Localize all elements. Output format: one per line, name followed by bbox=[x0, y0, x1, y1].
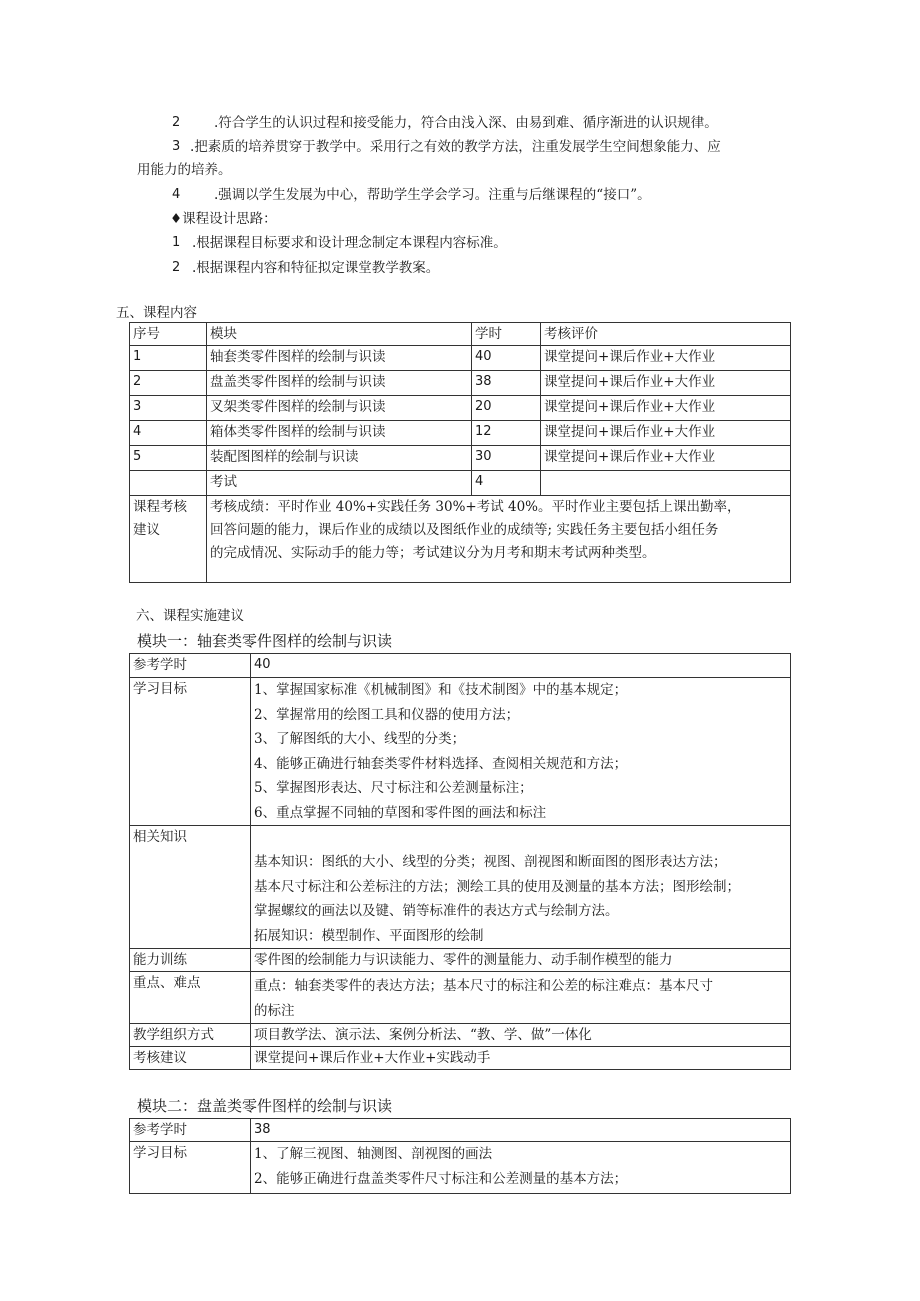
org-label: 教学组织方式 bbox=[130, 1024, 251, 1047]
knowledge-label: 相关知识 bbox=[130, 826, 251, 949]
suggestion-text bbox=[207, 496, 791, 583]
ability-label: 能力训练 bbox=[130, 949, 251, 972]
key-points-line: 的标注 bbox=[254, 1002, 295, 1019]
ref-hours-row bbox=[130, 1119, 791, 1142]
principle-3-text: .把素质的培养贯穿于教学中。采用行之有效的教学方法，注重发展学生空间想象能力、应 bbox=[190, 139, 721, 155]
assess-row bbox=[130, 1047, 791, 1070]
design-item-1-text: .根据课程目标要求和设计理念制定本课程内容标准。 bbox=[192, 235, 507, 251]
header-eval: 考核评价 bbox=[541, 323, 791, 346]
ref-hours-label: 参考学时 bbox=[130, 654, 251, 678]
design-item-2-text: .根据课程内容和特征拟定课堂教学教案。 bbox=[192, 260, 440, 276]
ref-hours-label: 参考学时 bbox=[130, 1119, 251, 1142]
module-1-table bbox=[129, 653, 791, 1070]
row-hours: 12 bbox=[472, 421, 541, 446]
knowledge-line: 拓展知识：模型制作、平面图形的绘制 bbox=[254, 927, 484, 944]
key-points-value bbox=[251, 972, 791, 1024]
exam-label: 考试 bbox=[207, 471, 472, 496]
goal-item: 4、能够正确进行轴套类零件材料选择、查阅相关规范和方法； bbox=[254, 755, 628, 772]
principle-3-number: 3 bbox=[172, 139, 181, 154]
suggestion-text-line: 考核成绩：平时作业 40%+实践任务 30%+考试 40%。平时作业主要包括上课出勤率， bbox=[210, 499, 741, 515]
row-module: 箱体类零件图样的绘制与识读 bbox=[207, 421, 472, 446]
goal-item: 2、掌握常用的绘图工具和仪器的使用方法； bbox=[254, 706, 520, 723]
knowledge-list bbox=[251, 826, 791, 949]
section-6-title: 六、课程实施建议 bbox=[136, 608, 244, 624]
exam-no-cell bbox=[130, 471, 207, 496]
ability-row bbox=[130, 949, 791, 972]
row-hours: 40 bbox=[472, 346, 541, 371]
table-row bbox=[130, 371, 791, 396]
suggestion-text-line: 的完成情况、实际动手的能力等；考试建议分为月考和期末考试两种类型。 bbox=[210, 545, 656, 561]
goal-item: 1、掌握国家标准《机械制图》和《技术制图》中的基本规定； bbox=[254, 682, 628, 698]
suggestion-label bbox=[130, 496, 207, 583]
design-item-1-number: 1 bbox=[172, 235, 181, 250]
goal-item: 6、重点掌握不同轴的草图和零件图的画法和标注 bbox=[254, 804, 547, 821]
goals-list bbox=[251, 678, 791, 826]
goal-item: 3、了解图纸的大小、线型的分类； bbox=[254, 731, 466, 747]
row-eval: 课堂提问+课后作业+大作业 bbox=[541, 421, 791, 446]
header-no: 序号 bbox=[130, 323, 207, 346]
goals-list bbox=[251, 1142, 791, 1194]
row-hours: 30 bbox=[472, 446, 541, 471]
assess-label: 考核建议 bbox=[130, 1047, 251, 1070]
goal-item: 5、掌握图形表达、尺寸标注和公差测量标注； bbox=[254, 780, 533, 796]
row-module: 盘盖类零件图样的绘制与识读 bbox=[207, 371, 472, 396]
row-eval: 课堂提问+课后作业+大作业 bbox=[541, 371, 791, 396]
goal-item: 1、了解三视图、轴测图、剖视图的画法 bbox=[254, 1146, 493, 1162]
header-hours: 学时 bbox=[472, 323, 541, 346]
knowledge-row bbox=[130, 826, 791, 949]
knowledge-line: 基本尺寸标注和公差标注的方法；测绘工具的使用及测量的基本方法；图形绘制； bbox=[254, 878, 740, 895]
key-points-line: 重点：轴套类零件的表达方法；基本尺寸的标注和公差的标注难点：基本尺寸 bbox=[254, 978, 713, 994]
table-header-row bbox=[130, 323, 791, 346]
suggestion-label-line: 建议 bbox=[133, 522, 160, 538]
section-5-title: 五、课程内容 bbox=[116, 305, 197, 321]
row-eval: 课堂提问+课后作业+大作业 bbox=[541, 346, 791, 371]
module-2-title: 模块二：盘盖类零件图样的绘制与识读 bbox=[137, 1097, 393, 1115]
exam-row bbox=[130, 471, 791, 496]
goals-row bbox=[130, 678, 791, 826]
table-row bbox=[130, 446, 791, 471]
design-item-2-number: 2 bbox=[172, 260, 181, 275]
row-module: 装配图图样的绘制与识读 bbox=[207, 446, 472, 471]
goal-item: 2、能够正确进行盘盖类零件尺寸标注和公差测量的基本方法； bbox=[254, 1170, 628, 1187]
suggestion-text-line: 回答问题的能力，课后作业的成绩以及图纸作业的成绩等; 实践任务主要包括小组任务 bbox=[210, 522, 719, 538]
goals-label: 学习目标 bbox=[130, 678, 251, 826]
principle-3-text-cont: 用能力的培养。 bbox=[137, 162, 232, 178]
row-eval: 课堂提问+课后作业+大作业 bbox=[541, 446, 791, 471]
row-hours: 38 bbox=[472, 371, 541, 396]
principle-2-text: .符合学生的认识过程和接受能力，符合由浅入深、由易到难、循序渐进的认识规律。 bbox=[214, 115, 718, 131]
key-points-label: 重点、难点 bbox=[130, 972, 251, 1024]
org-value: 项目教学法、演示法、案例分析法、“教、学、做”一体化 bbox=[251, 1024, 791, 1047]
key-points-row bbox=[130, 972, 791, 1024]
table-row bbox=[130, 346, 791, 371]
knowledge-line: 掌握螺纹的画法以及键、销等标准件的表达方式与绘制方法。 bbox=[254, 903, 619, 919]
ability-value: 零件图的绘制能力与识读能力、零件的测量能力、动手制作模型的能力 bbox=[251, 949, 791, 972]
principle-4-number: 4 bbox=[172, 187, 181, 202]
ref-hours-value: 40 bbox=[251, 654, 791, 678]
row-no: 4 bbox=[130, 421, 207, 446]
exam-eval-cell bbox=[541, 471, 791, 496]
design-ideas-title: ♦课程设计思路： bbox=[170, 211, 277, 227]
row-eval: 课堂提问+课后作业+大作业 bbox=[541, 396, 791, 421]
table-row bbox=[130, 421, 791, 446]
module-2-table bbox=[129, 1118, 791, 1194]
row-module: 轴套类零件图样的绘制与识读 bbox=[207, 346, 472, 371]
row-no: 3 bbox=[130, 396, 207, 421]
principle-4-text: .强调以学生发展为中心，帮助学生学会学习。注重与后继课程的“接口”。 bbox=[214, 187, 651, 203]
org-row bbox=[130, 1024, 791, 1047]
row-no: 2 bbox=[130, 371, 207, 396]
row-hours: 20 bbox=[472, 396, 541, 421]
goals-row bbox=[130, 1142, 791, 1194]
ref-hours-row bbox=[130, 654, 791, 678]
principle-2-number: 2 bbox=[172, 115, 181, 130]
assess-value: 课堂提问+课后作业+大作业+实践动手 bbox=[251, 1047, 791, 1070]
row-no: 5 bbox=[130, 446, 207, 471]
module-1-title: 模块一：轴套类零件图样的绘制与识读 bbox=[137, 632, 393, 650]
suggestion-label-line: 课程考核 bbox=[133, 499, 187, 515]
row-no: 1 bbox=[130, 346, 207, 371]
header-module: 模块 bbox=[207, 323, 472, 346]
exam-hours: 4 bbox=[472, 471, 541, 496]
goals-label: 学习目标 bbox=[130, 1142, 251, 1194]
knowledge-line: 基本知识：图纸的大小、线型的分类；视图、剖视图和断面图的图形表达方法； bbox=[254, 854, 727, 870]
row-module: 叉架类零件图样的绘制与识读 bbox=[207, 396, 472, 421]
suggestion-row bbox=[130, 496, 791, 583]
table-row bbox=[130, 396, 791, 421]
course-content-table bbox=[129, 322, 791, 583]
ref-hours-value: 38 bbox=[251, 1119, 791, 1142]
